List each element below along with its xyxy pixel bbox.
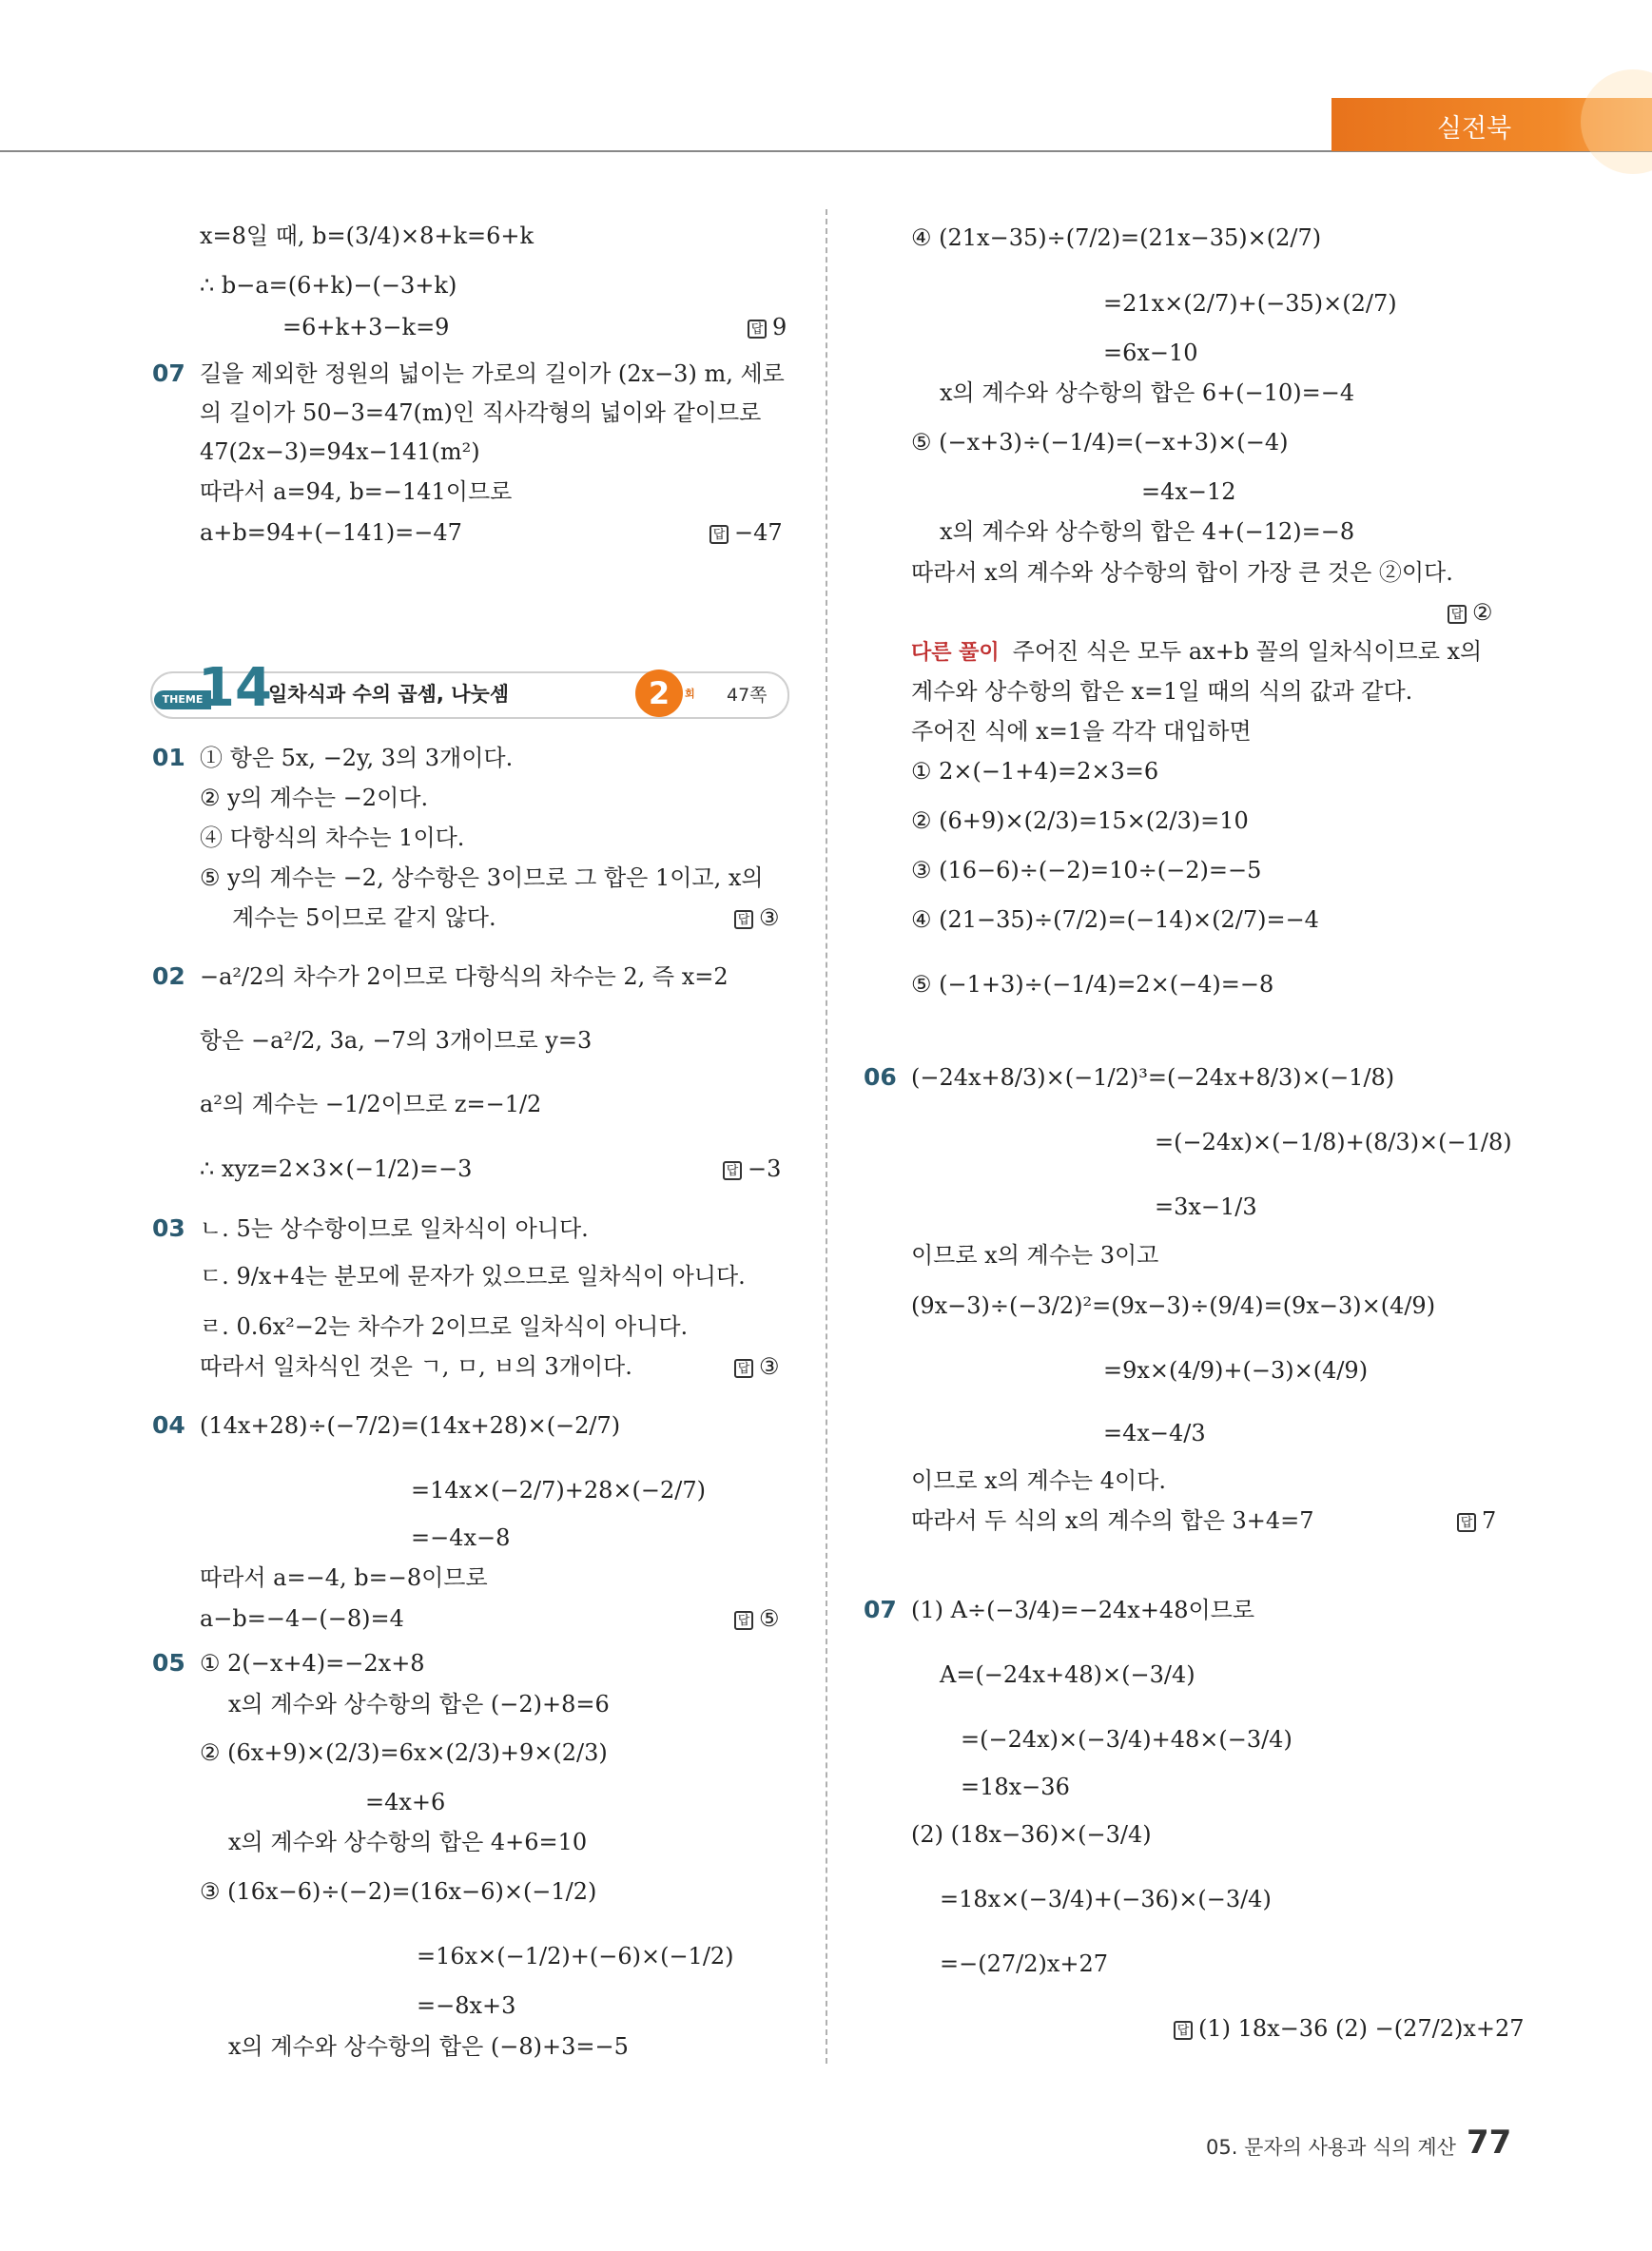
text-line: 주어진 식에 x=1을 각각 대입하면: [911, 718, 1252, 745]
text-line: =14x×(−2/7)+28×(−2/7): [411, 1477, 706, 1504]
answer-icon: 답: [1174, 2021, 1193, 2040]
answer-02: [723, 1153, 781, 1185]
footer-page-number: 77: [1467, 2124, 1512, 2162]
text-line: ② y의 계수는 −2이다.: [200, 785, 429, 811]
problem-number: 06: [864, 1063, 897, 1091]
text-line: =18x×(−3/4)+(−36)×(−3/4): [940, 1886, 1272, 1912]
text-line: (−24x+8/3)×(−1/2)³=(−24x+8/3)×(−1/8): [911, 1064, 1395, 1091]
text-line: ∴ b−a=(6+k)−(−3+k): [200, 272, 457, 299]
problem-number: 02: [152, 962, 185, 990]
text-line: =(−24x)×(−1/8)+(8/3)×(−1/8): [1155, 1129, 1512, 1155]
answer-icon: 답: [748, 320, 767, 339]
text-line: =4x+6: [365, 1789, 446, 1815]
theme-title: 일차식과 수의 곱셈, 나눗셈: [268, 683, 510, 706]
problem-number: 07: [864, 1596, 897, 1623]
text-line: =−8x+3: [417, 1992, 516, 2019]
text-line: a²의 계수는 −1/2이므로 z=−1/2: [200, 1091, 542, 1117]
text-line: ② (6x+9)×(2/3)=6x×(2/3)+9×(2/3): [200, 1739, 608, 1766]
text-line: 따라서 a=94, b=−141이므로: [200, 478, 513, 505]
text-line: ④ 다항식의 차수는 1이다.: [200, 825, 465, 851]
text-line: =4x−4/3: [1103, 1420, 1206, 1446]
round-badge: 2: [635, 669, 683, 717]
theme-number: 14: [198, 657, 272, 719]
problem-number: 07: [152, 359, 185, 387]
answer-value: ③: [759, 904, 780, 931]
text-line: ① 2×(−1+4)=2×3=6: [911, 758, 1159, 785]
text-line: ① 항은 5x, −2y, 3의 3개이다.: [200, 745, 514, 771]
column-divider: [826, 209, 827, 2064]
alt-solution-line: [911, 635, 1482, 669]
text-line: 따라서 두 식의 x의 계수의 합은 3+4=7: [911, 1507, 1314, 1534]
answer-value: ③: [759, 1353, 780, 1380]
answer-icon: 답: [734, 910, 753, 929]
text-line: x의 계수와 상수항의 합은 4+(−12)=−8: [940, 518, 1355, 545]
text-line: 따라서 일차식인 것은 ㄱ, ㅁ, ㅂ의 3개이다.: [200, 1353, 632, 1380]
answer-prev: [748, 311, 787, 343]
problem-number: 04: [152, 1411, 185, 1439]
answer-icon: 답: [734, 1359, 753, 1378]
answer-icon: 답: [709, 525, 729, 544]
theme-tag: THEME: [154, 690, 211, 709]
text-line: 항은 −a²/2, 3a, −7의 3개이므로 y=3: [200, 1027, 593, 1054]
text-line: 따라서 x의 계수와 상수항의 합이 가장 큰 것은 ②이다.: [911, 559, 1453, 586]
text-line: ∴ xyz=2×3×(−1/2)=−3: [200, 1155, 473, 1182]
text-line: ③ (16−6)÷(−2)=10÷(−2)=−5: [911, 857, 1262, 883]
text-line: =6x−10: [1103, 340, 1198, 366]
section-tab-label: 실전북: [1436, 114, 1512, 144]
text-line: 길을 제외한 정원의 넓이는 가로의 길이가 (2x−3) m, 세로: [200, 360, 785, 387]
text-line: =18x−36: [961, 1774, 1070, 1800]
text-line: (14x+28)÷(−7/2)=(14x+28)×(−2/7): [200, 1412, 621, 1439]
text-line: ③ (16x−6)÷(−2)=(16x−6)×(−1/2): [200, 1878, 597, 1905]
text-line: ⑤ (−1+3)÷(−1/4)=2×(−4)=−8: [911, 971, 1274, 998]
text-line: x의 계수와 상수항의 합은 (−8)+3=−5: [228, 2033, 629, 2060]
text-line: 47(2x−3)=94x−141(m²): [200, 438, 480, 465]
text-line: (2) (18x−36)×(−3/4): [911, 1821, 1152, 1848]
answer-04: [734, 1602, 780, 1635]
problem-number: 03: [152, 1214, 185, 1242]
answer-value: 7: [1482, 1507, 1497, 1534]
text-line: 이므로 x의 계수는 3이고: [911, 1242, 1159, 1269]
problem-number: 05: [152, 1649, 185, 1677]
text-line: =(−24x)×(−3/4)+48×(−3/4): [961, 1726, 1292, 1753]
answer-06: [1457, 1504, 1496, 1537]
answer-icon: 답: [734, 1611, 753, 1630]
text-line: =−(27/2)x+27: [940, 1950, 1109, 1977]
text-line: (1) A÷(−3/4)=−24x+48이므로: [911, 1597, 1255, 1623]
text-line: 이므로 x의 계수는 4이다.: [911, 1467, 1166, 1494]
answer-value: −3: [748, 1155, 782, 1182]
answer-value: (1) 18x−36 (2) −(27/2)x+27: [1198, 2015, 1525, 2042]
text-line: ④ (21x−35)÷(7/2)=(21x−35)×(2/7): [911, 224, 1322, 251]
text-line: ⑤ (−x+3)÷(−1/4)=(−x+3)×(−4): [911, 429, 1289, 456]
alt-solution-label: 다른 풀이: [911, 641, 1000, 665]
text-line: ㄷ. 9/x+4는 분모에 문자가 있으므로 일차식이 아니다.: [200, 1263, 746, 1290]
text-line: 계수와 상수항의 합은 x=1일 때의 식의 값과 같다.: [911, 678, 1413, 705]
text-line: =−4x−8: [411, 1524, 511, 1551]
text-line: A=(−24x+48)×(−3/4): [940, 1661, 1195, 1688]
problem-number: 01: [152, 744, 185, 771]
text-line: a+b=94+(−141)=−47: [200, 519, 462, 546]
text-line: ④ (21−35)÷(7/2)=(−14)×(2/7)=−4: [911, 906, 1319, 933]
text-line: =6+k+3−k=9: [282, 314, 450, 340]
text-line: ⑤ y의 계수는 −2, 상수항은 3이므로 그 합은 1이고, x의: [200, 864, 764, 891]
text-line: x의 계수와 상수항의 합은 4+6=10: [228, 1829, 588, 1855]
answer-icon: 답: [723, 1161, 742, 1180]
text-line: =3x−1/3: [1155, 1193, 1257, 1220]
theme-header: [150, 657, 789, 719]
footer-chapter: 05. 문자의 사용과 식의 계산: [1206, 2136, 1456, 2159]
answer-icon: 답: [1457, 1513, 1476, 1532]
round-badge-suffix: 회: [685, 688, 695, 700]
text-line: ② (6+9)×(2/3)=15×(2/3)=10: [911, 807, 1249, 834]
text-line: 주어진 식은 모두 ax+b 꼴의 일차식이므로 x의: [1012, 638, 1483, 665]
text-line: 계수는 5이므로 같지 않다.: [232, 904, 496, 931]
text-line: ㄴ. 5는 상수항이므로 일차식이 아니다.: [200, 1215, 589, 1242]
text-line: x의 계수와 상수항의 합은 6+(−10)=−4: [940, 379, 1355, 406]
answer-07: [709, 516, 783, 549]
answer-03: [734, 1350, 780, 1383]
text-line: =16x×(−1/2)+(−6)×(−1/2): [417, 1943, 734, 1970]
text-line: x=8일 때, b=(3/4)×8+k=6+k: [200, 223, 534, 249]
answer-icon: 답: [1448, 605, 1467, 624]
text-line: ㄹ. 0.6x²−2는 차수가 2이므로 일차식이 아니다.: [200, 1313, 689, 1340]
answer-07b: [1174, 2012, 1525, 2045]
text-line: 의 길이가 50−3=47(m)인 직사각형의 넓이와 같이므로: [200, 399, 762, 426]
text-line: =9x×(4/9)+(−3)×(4/9): [1103, 1357, 1369, 1384]
text-line: ① 2(−x+4)=−2x+8: [200, 1650, 425, 1677]
text-line: −a²/2의 차수가 2이므로 다항식의 차수는 2, 즉 x=2: [200, 963, 729, 990]
answer-05: [1448, 596, 1493, 629]
answer-01: [734, 902, 780, 934]
answer-value: −47: [734, 519, 783, 546]
theme-page-ref: 47쪽: [727, 685, 768, 706]
answer-value: ②: [1472, 599, 1493, 626]
text-line: a−b=−4−(−8)=4: [200, 1605, 404, 1632]
answer-value: ⑤: [759, 1605, 780, 1632]
text-line: (9x−3)÷(−3/2)²=(9x−3)÷(9/4)=(9x−3)×(4/9): [911, 1292, 1436, 1319]
answer-value: 9: [772, 314, 787, 340]
text-line: =21x×(2/7)+(−35)×(2/7): [1103, 290, 1397, 317]
section-tab: [1331, 98, 1652, 151]
text-line: =4x−12: [1141, 478, 1236, 505]
text-line: x의 계수와 상수항의 합은 (−2)+8=6: [228, 1691, 610, 1717]
text-line: 따라서 a=−4, b=−8이므로: [200, 1564, 488, 1591]
